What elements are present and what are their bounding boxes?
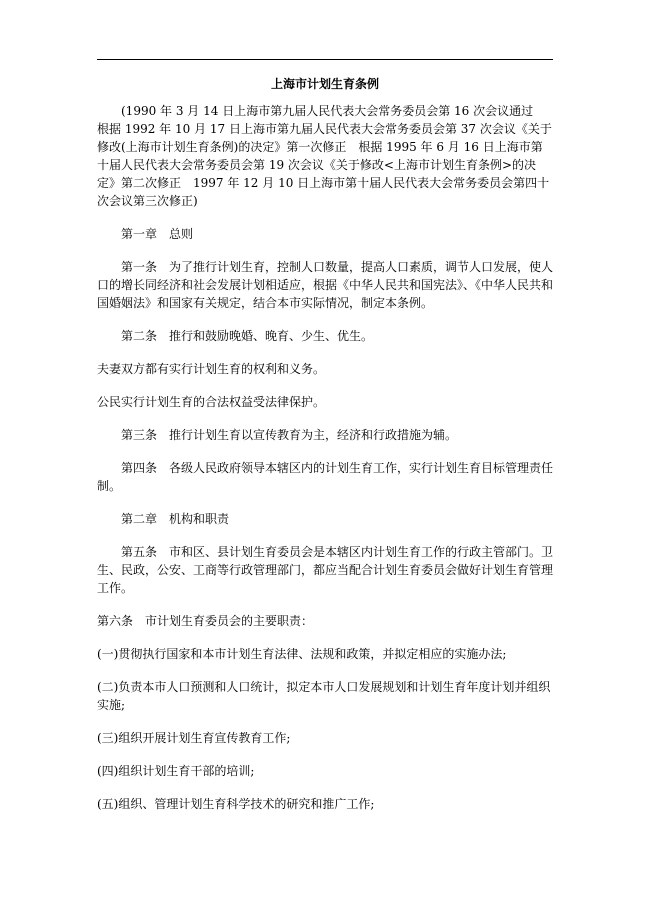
chapter-1-heading: 第一章 总则	[121, 227, 194, 241]
article-2-clause-2: 夫妻双方都有实行计划生育的权利和义务。	[97, 362, 326, 376]
document-title: 上海市计划生育条例	[270, 77, 379, 91]
header-rule	[97, 59, 553, 60]
article-3: 第三条 推行计划生育以宣传教育为主，经济和行政措施为辅。	[121, 428, 458, 442]
article-6-item-4: (四)组织计划生育干部的培训;	[97, 764, 255, 778]
article-2: 第二条 推行和鼓励晚婚、晚育、少生、优生。	[121, 329, 374, 343]
article-4: 第四条 各级人民政府领导本辖区内的计划生育工作，实行计划生育目标管理责任制。	[97, 461, 554, 493]
article-6-item-2: (二)负责本市人口预测和人口统计，拟定本市人口发展规划和计划生育年度计划并组织实施;	[97, 680, 551, 712]
document-intro: (1990 年 3 月 14 日上海市第九届人民代表大会常务委员会第 16 次会议通过 根据 1992 年 10 月 17 日上海市第九届人民代表大会常务委员会第 37 次会议《关于修改(上海市计划生育条例)的决定》第一次修正 根据 1995 年 6 月 16 日上海市第十届人民代表大会常务委员会第 19 次会议《关于修改<上海市计划生育条例>的决定》第二次修正 1997 年 12 月 10 日上海市第十届人民代表大会常务委员会第四十次会议第三次修正)	[97, 104, 552, 208]
article-6-item-3: (三)组织开展计划生育宣传教育工作;	[97, 731, 291, 745]
chapter-2-heading: 第二章 机构和职责	[121, 512, 230, 526]
document-body	[97, 74, 553, 828]
article-5: 第五条 市和区、县计划生育委员会是本辖区内计划生育工作的行政主管部门。卫生、民政，公安、工商等行政管理部门，都应当配合计划生育委员会做好计划生育管理工作。	[97, 545, 554, 595]
article-2-clause-3: 公民实行计划生育的合法权益受法律保护。	[97, 395, 326, 409]
article-1: 第一条 为了推行计划生育，控制人口数量，提高人口素质，调节人口发展，使人口的增长同经济和社会发展计划相适应，根据《中华人民共和国宪法》、《中华人民共和国婚姻法》和国家有关规定，结合本市实际情况，制定本条例。	[97, 260, 554, 310]
article-6-item-1: (一)贯彻执行国家和本市计划生育法律、法规和政策，并拟定相应的实施办法;	[97, 647, 507, 661]
article-6: 第六条 市计划生育委员会的主要职责：	[97, 614, 314, 628]
article-6-item-5: (五)组织、管理计划生育科学技术的研究和推广工作;	[97, 797, 375, 811]
